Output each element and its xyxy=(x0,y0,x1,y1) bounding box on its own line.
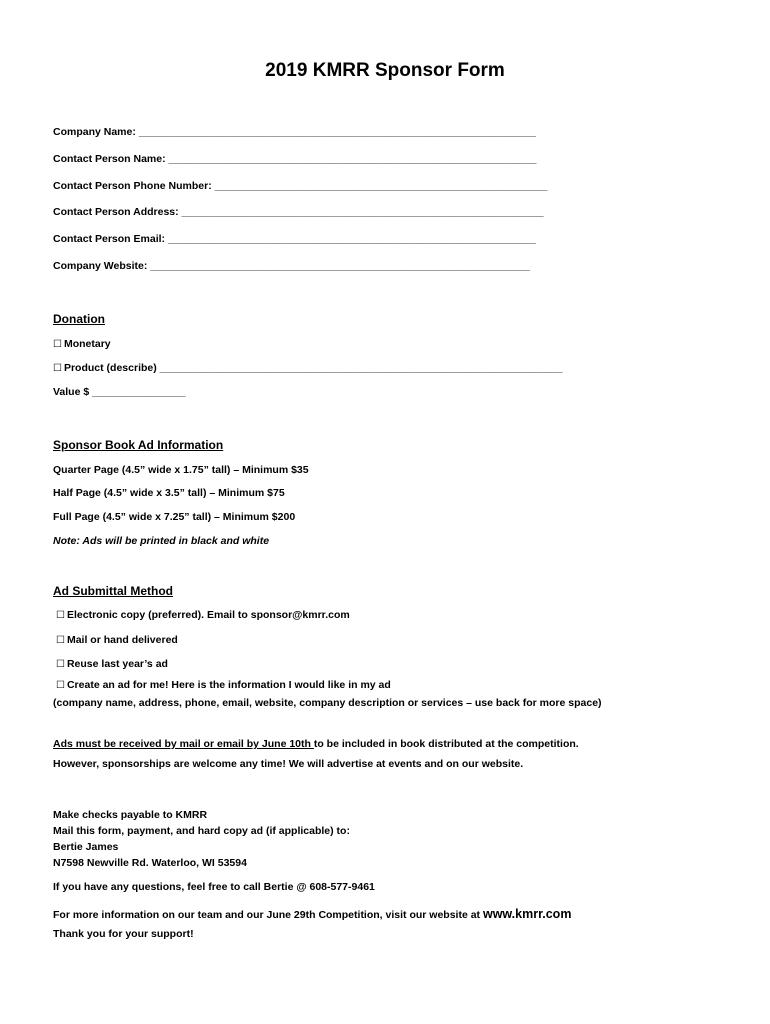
product-option[interactable] xyxy=(53,362,563,374)
website-link[interactable]: www.kmrr.com xyxy=(482,907,572,921)
create-checkbox[interactable]: ☐ xyxy=(56,680,65,691)
ad-info-heading: Sponsor Book Ad Information xyxy=(53,438,224,452)
reuse-checkbox[interactable]: ☐ xyxy=(56,659,65,670)
contact-person-email-blank[interactable]: _______________________________________________________________ xyxy=(167,233,536,245)
monetary-checkbox[interactable]: ☐ xyxy=(53,339,62,350)
company-name-label: Company Name: xyxy=(53,126,136,138)
contact-person-phone-field[interactable] xyxy=(53,180,547,192)
more-info-text: For more information on our team and our June 29th Competition, visit our website at xyxy=(53,909,483,921)
donation-heading: Donation xyxy=(53,312,105,326)
deadline-rest: to be included in book distributed at the competition. xyxy=(313,738,579,750)
recipient-name: Bertie James xyxy=(53,841,119,853)
thanks-text: Thank you for your support! xyxy=(53,928,194,940)
recipient-address: N7598 Newville Rd. Waterloo, WI 53594 xyxy=(53,857,247,869)
more-info-line xyxy=(53,907,571,921)
full-page-text: Full Page (4.5” wide x 7.25” tall) – Minimum $200 xyxy=(53,511,296,523)
quarter-page-text: Quarter Page (4.5” wide x 1.75” tall) – Minimum $35 xyxy=(53,464,309,476)
product-blank[interactable]: _____________________________________________________________________ xyxy=(159,362,563,374)
electronic-label: Electronic copy (preferred). Email to sponsor@kmrr.com xyxy=(66,609,350,621)
mail-label: Mail or hand delivered xyxy=(66,634,178,646)
monetary-option[interactable] xyxy=(53,338,111,350)
mail-instructions: Mail this form, payment, and hard copy ad (if applicable) to: xyxy=(53,825,350,837)
deadline-underlined: Ads must be received by mail or email by June 10th xyxy=(53,738,314,750)
contact-person-name-blank[interactable]: _______________________________________________________________ xyxy=(168,153,537,165)
submittal-heading: Ad Submittal Method xyxy=(53,584,173,598)
reuse-option[interactable] xyxy=(56,658,168,670)
deadline-line xyxy=(53,738,579,750)
company-name-blank[interactable]: ____________________________________________________________________ xyxy=(138,126,536,138)
product-checkbox[interactable]: ☐ xyxy=(53,363,62,374)
value-blank[interactable]: ________________ xyxy=(92,386,186,398)
contact-person-address-label: Contact Person Address: xyxy=(53,206,179,218)
checks-payable: Make checks payable to KMRR xyxy=(53,809,208,821)
questions-text: If you have any questions, feel free to call Bertie @ 608-577-9461 xyxy=(53,881,375,893)
value-label: Value $ xyxy=(53,386,90,398)
contact-person-address-field[interactable] xyxy=(53,206,544,218)
page-title: 2019 KMRR Sponsor Form xyxy=(265,60,505,81)
deadline-line-2: However, sponsorships are welcome any time! We will advertise at events and on our website. xyxy=(53,758,524,770)
product-label: Product (describe) xyxy=(63,362,157,374)
monetary-label: Monetary xyxy=(63,338,111,350)
create-option[interactable] xyxy=(56,679,391,691)
company-name-field[interactable] xyxy=(53,126,536,138)
company-website-label: Company Website: xyxy=(53,260,148,272)
contact-person-email-label: Contact Person Email: xyxy=(53,233,166,245)
value-field[interactable] xyxy=(53,386,186,398)
company-website-blank[interactable]: _________________________________________________________________ xyxy=(150,260,530,272)
contact-person-name-field[interactable] xyxy=(53,153,536,165)
contact-person-phone-blank[interactable]: _________________________________________________________ xyxy=(214,180,548,192)
mail-checkbox[interactable]: ☐ xyxy=(56,635,65,646)
contact-person-phone-label: Contact Person Phone Number: xyxy=(53,180,212,192)
contact-person-address-blank[interactable]: ______________________________________________________________ xyxy=(181,206,544,218)
create-note: (company name, address, phone, email, website, company description or services – use back for more space) xyxy=(53,697,602,709)
create-label: Create an ad for me! Here is the information I would like in my ad xyxy=(66,679,391,691)
mail-option[interactable] xyxy=(56,634,178,646)
company-website-field[interactable] xyxy=(53,260,530,272)
contact-person-email-field[interactable] xyxy=(53,233,536,245)
ad-note: Note: Ads will be printed in black and white xyxy=(53,535,270,547)
reuse-label: Reuse last year’s ad xyxy=(66,658,168,670)
contact-person-name-label: Contact Person Name: xyxy=(53,153,166,165)
half-page-text: Half Page (4.5” wide x 3.5” tall) – Minimum $75 xyxy=(53,487,285,499)
electronic-option[interactable] xyxy=(56,609,350,621)
electronic-checkbox[interactable]: ☐ xyxy=(56,610,65,621)
